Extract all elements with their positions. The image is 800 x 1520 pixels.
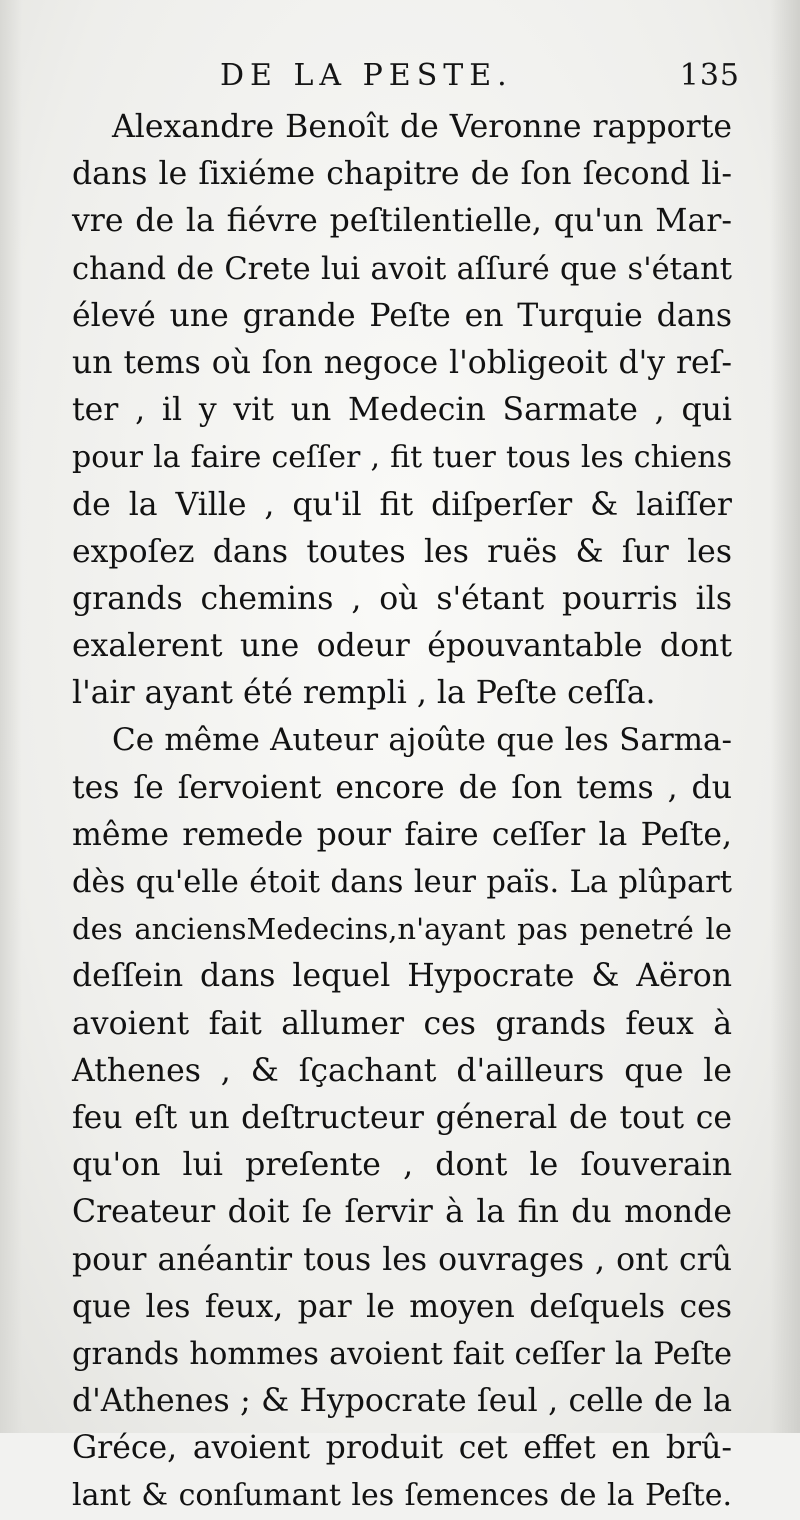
text-line: qu'on lui preſente , dont le ſouverain [72, 1147, 732, 1184]
text-line: des anciensMedecins,n'ayant pas penetré le [72, 912, 732, 947]
text-line: l'air ayant été rempli , la Peſte ceſſa. [72, 675, 656, 712]
text-line: ter , il y vit un Medecin Sarmate , qui [72, 392, 732, 429]
page-header [220, 58, 740, 102]
text-line: pour anéantir tous les ouvrages , ont crû [72, 1241, 732, 1278]
page-gutter-shadow [0, 0, 22, 1433]
running-head: DE LA PESTE. [220, 58, 513, 93]
text-line: élevé une grande Peſte en Turquie dans [72, 297, 732, 334]
text-line: deſſein dans lequel Hypocrate & Aëron [72, 958, 732, 995]
text-line: pour la faire ceſſer , fit tuer tous les chiens [72, 440, 732, 476]
text-line: grands chemins , où s'étant pourris ils [72, 580, 732, 617]
text-line: Athenes , & ſçachant d'ailleurs que le [72, 1052, 732, 1089]
text-line: avoient fait allumer ces grands feux à [72, 1005, 732, 1042]
text-line: Alexandre Benoît de Veronne rapporte [112, 109, 732, 145]
text-line: dès qu'elle étoit dans leur païs. La plûpart [72, 865, 732, 900]
text-line: vre de la fiévre peſtilentielle, qu'un Mar- [72, 203, 732, 240]
text-line: lant & conſumant les ſemences de la Peſte. [72, 1478, 732, 1514]
page-number: 135 [679, 58, 740, 93]
body-text [72, 104, 732, 1520]
text-line: même remede pour faire ceſſer la Peſte, [72, 816, 732, 853]
text-line: feu eſt un deſtructeur géneral de tout ce [72, 1099, 732, 1136]
text-line: chand de Crete lui avoit aſſuré que s'étant [72, 251, 732, 287]
page-edge-shadow [770, 0, 800, 1433]
text-line: d'Athenes ; & Hypocrate ſeul , celle de la [72, 1383, 732, 1420]
text-line: de la Ville , qu'il fit diſperſer & laiſſer [72, 486, 732, 523]
text-line: exalerent une odeur épouvantable dont [72, 628, 732, 665]
text-line: un tems où ſon negoce l'obligeoit d'y reſ- [72, 344, 732, 381]
text-line: grands hommes avoient fait ceſſer la Peſte [72, 1336, 732, 1372]
text-line: tes ſe ſervoient encore de ſon tems , du [72, 769, 732, 806]
text-line: dans le ſixiéme chapitre de ſon ſecond li- [72, 156, 732, 193]
text-line: que les feux, par le moyen deſquels ces [72, 1288, 732, 1325]
text-line: Gréce, avoient produit cet effet en brû- [72, 1430, 732, 1467]
text-line: expoſez dans toutes les ruës & ſur les [72, 533, 732, 570]
text-line: Createur doit ſe ſervir à la fin du monde [72, 1194, 732, 1231]
text-line: Ce même Auteur ajoûte que les Sarma- [112, 722, 732, 759]
